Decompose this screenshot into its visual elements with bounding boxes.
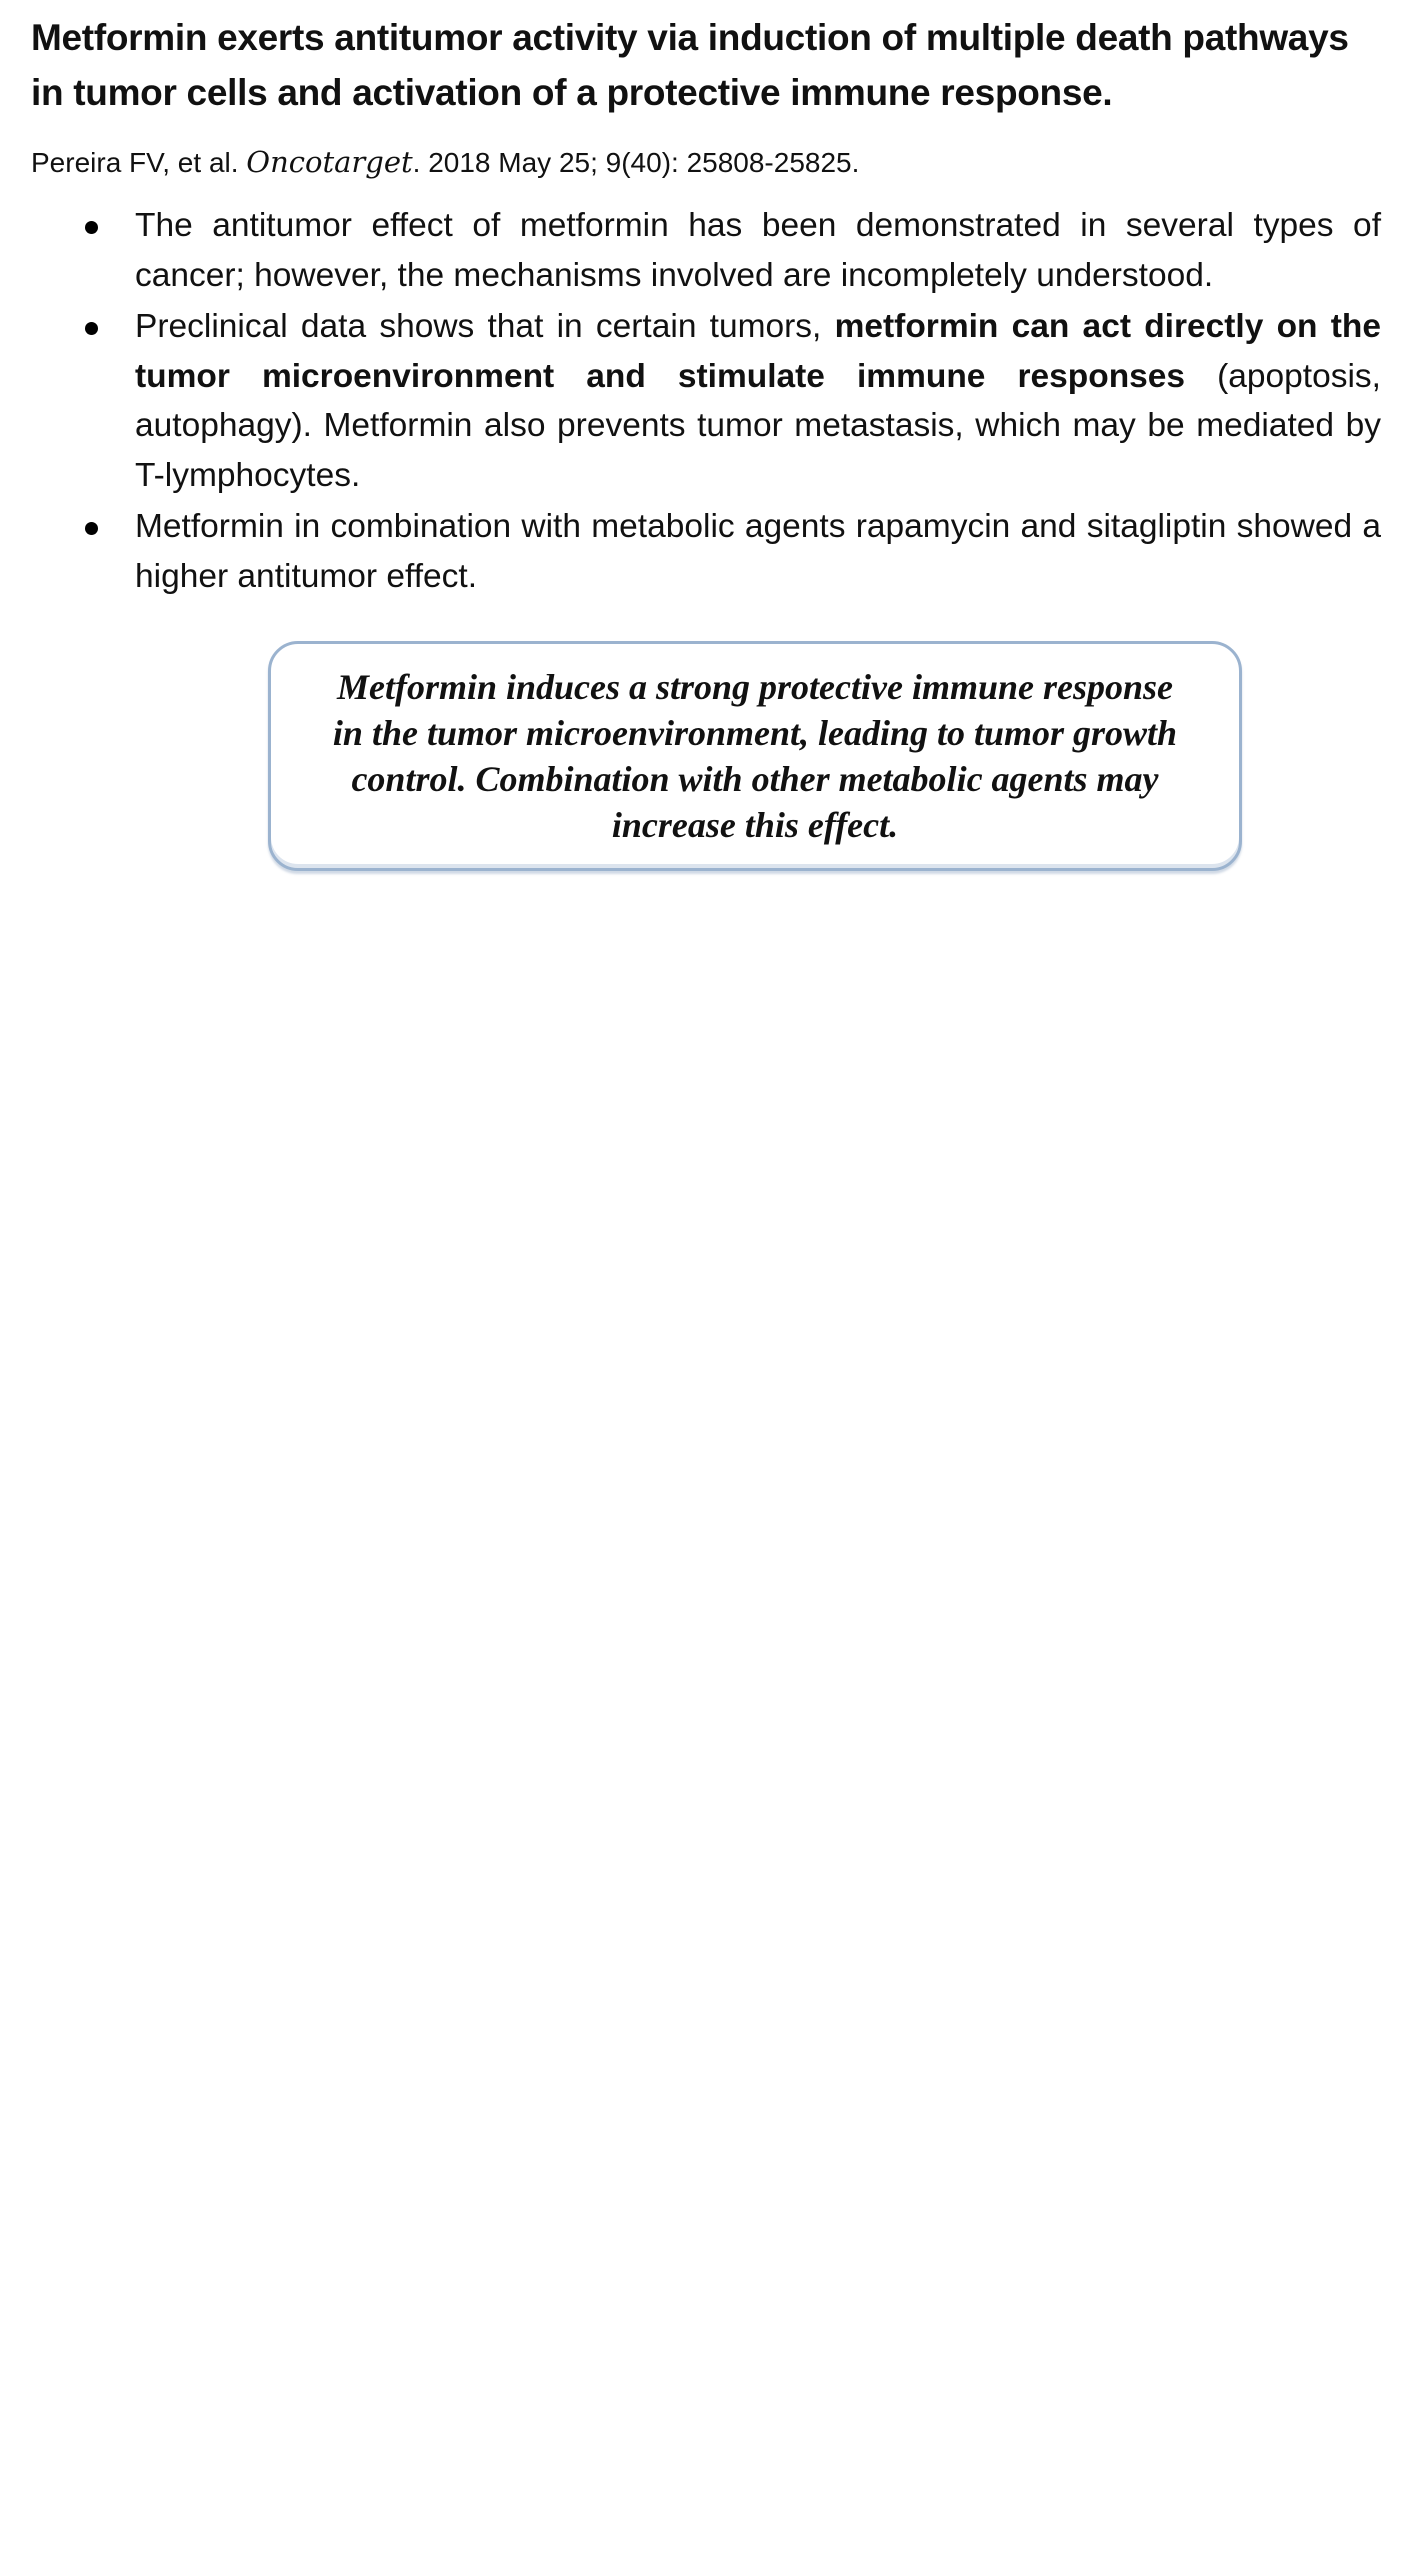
bullet-item bbox=[31, 302, 1381, 500]
document-title: Metformin exerts antitumor activity via induction of multiple death pathways in tumor cells and activation of a protective immune response. bbox=[31, 17, 1349, 113]
bullet-item bbox=[31, 201, 1381, 300]
summary-callout bbox=[268, 641, 1242, 871]
bullet-text: The antitumor effect of metformin has been demonstrated in several types of cancer; however, the mechanisms involved are incompletely understood. bbox=[135, 207, 1381, 294]
bullet-text-bold: metformin can act directly on the tumor microenvironment and stimulate immune responses bbox=[135, 308, 1381, 395]
callout-text: Metformin induces a strong protective immune response in the tumor microenvironment, leading to tumor growth control. Combination with other metabolic agents may increase this effect. bbox=[332, 667, 1178, 845]
bullet-dot-icon bbox=[85, 522, 98, 535]
bullet-item bbox=[31, 502, 1381, 601]
citation-journal: Oncotarget bbox=[246, 145, 413, 179]
bullet-dot-icon bbox=[85, 221, 98, 234]
bullet-text-after: (apoptosis, autophagy). Metformin also prevents tumor metastasis, which may be mediated by T-lymphocytes. bbox=[135, 357, 1381, 494]
bullet-list bbox=[31, 201, 1381, 601]
bullet-dot-icon bbox=[85, 322, 98, 335]
bullet-text-before: Preclinical data shows that in certain tumors, bbox=[135, 308, 835, 345]
citation-authors: Pereira FV, et al. bbox=[31, 147, 239, 178]
citation bbox=[31, 144, 1381, 181]
bullet-text: Metformin in combination with metabolic agents rapamycin and sitagliptin showed a higher antitumor effect. bbox=[135, 508, 1381, 595]
citation-details: . 2018 May 25; 9(40): 25808-25825. bbox=[412, 147, 860, 178]
